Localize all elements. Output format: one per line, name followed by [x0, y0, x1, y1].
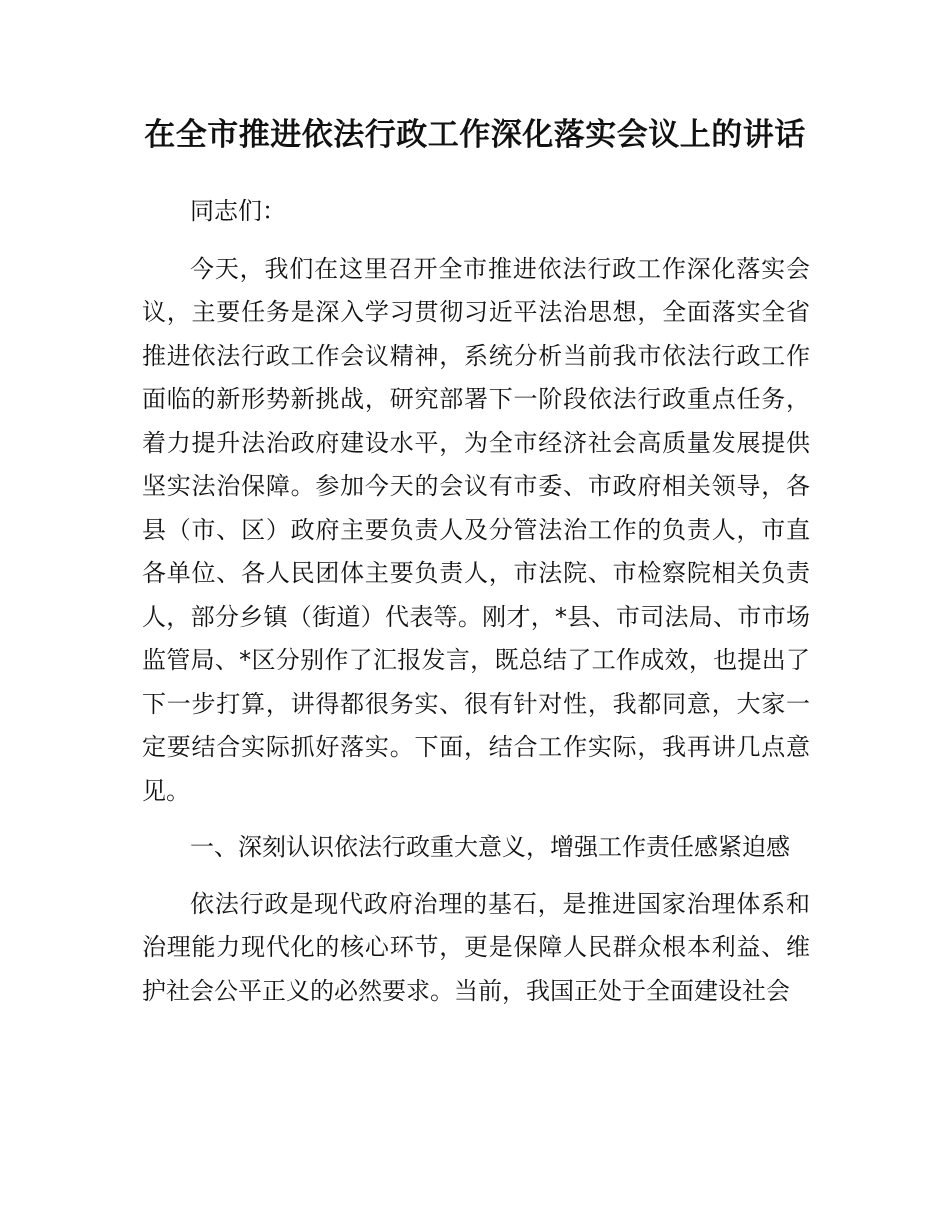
document-body — [142, 190, 810, 1013]
section-heading-1: 一、深刻认识依法行政重大意义，增强工作责任感紧迫感 — [190, 833, 790, 861]
salutation: 同志们： — [190, 197, 286, 225]
paragraph-intro: 今天，我们在这里召开全市推进依法行政工作深化落实会议，主要任务是深入学习贯彻习近平法治思想，全面落实全省推进依法行政工作会议精神，系统分析当前我市依法行政工作面临的新形势新挑战，研究部署下一阶段依法行政重点任务，着力提升法治政府建设水平，为全市经济社会高质量发展提供坚实法治保障。参加今天的会议有市委、市政府相关领导，各县（市、区）政府主要负责人及分管法治工作的负责人，市直各单位、各人民团体主要负责人，市法院、市检察院相关负责人，部分乡镇（街道）代表等。刚才，*县、市司法局、市市场监管局、*区分别作了汇报发言，既总结了工作成效，也提出了下一步打算，讲得都很务实、很有针对性，我都同意，大家一定要结合实际抓好落实。下面，结合工作实际，我再讲几点意见。 — [142, 254, 810, 805]
paragraph-section-1: 依法行政是现代政府治理的基石，是推进国家治理体系和治理能力现代化的核心环节，更是保障人民群众根本利益、维护社会公平正义的必然要求。当前，我国正处于全面建设社会 — [142, 889, 810, 1005]
document-title: 在全市推进依法行政工作深化落实会议上的讲话 — [144, 117, 806, 153]
